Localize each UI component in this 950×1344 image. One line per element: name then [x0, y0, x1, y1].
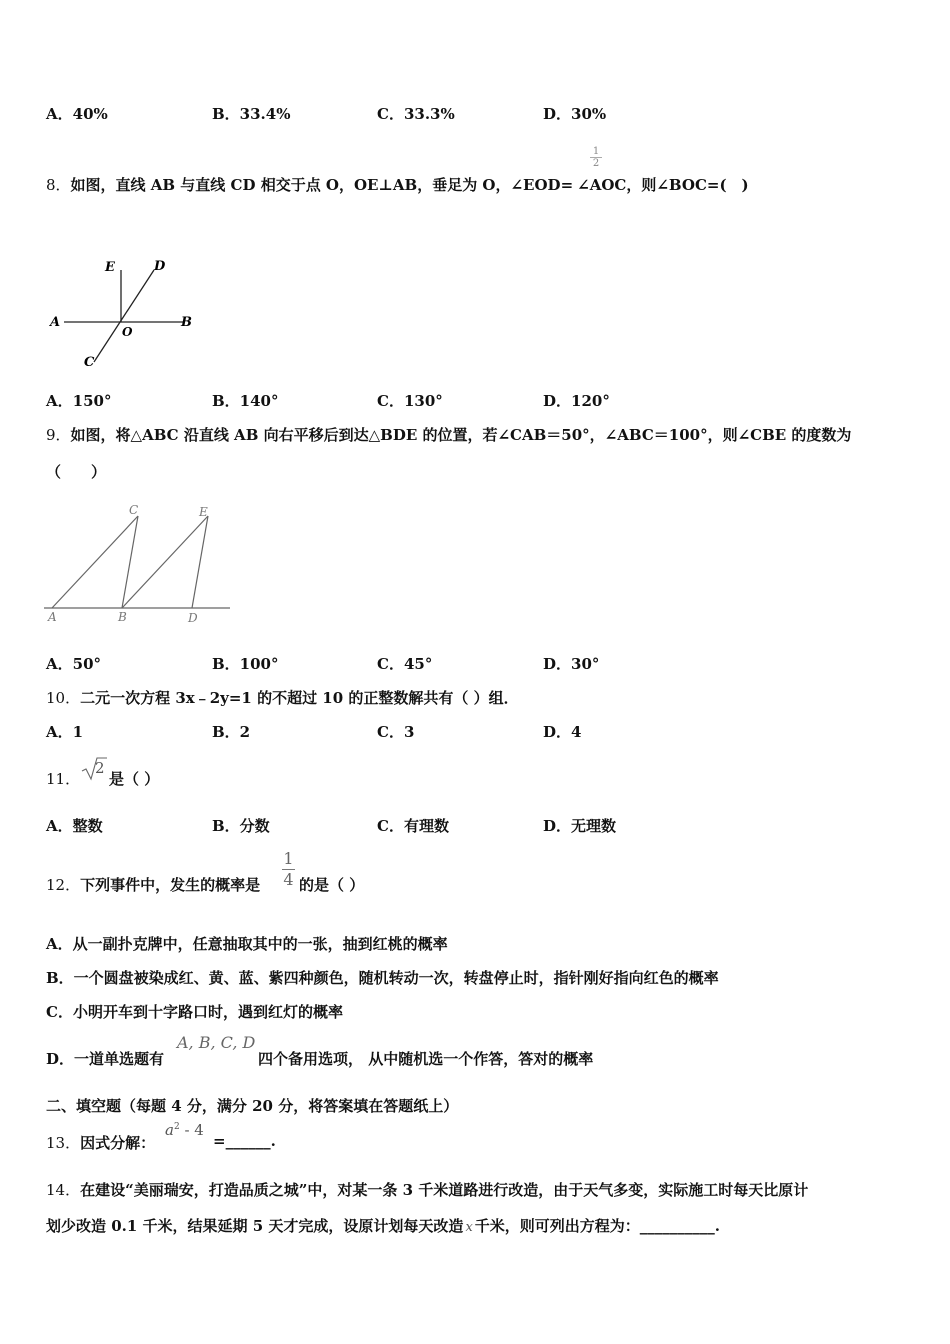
q13-answer-blank[interactable]: =______.	[213, 1132, 276, 1150]
q8-text-after: ∠AOC，则∠BOC=( )	[577, 176, 749, 194]
label-e: E	[199, 505, 208, 519]
q14-text-line2-after: 千米，则可列出方程为：__________.	[474, 1217, 721, 1235]
label-d: D	[154, 259, 166, 274]
q8-text-before: 如图，直线 AB 与直线 CD 相交于点 O，OE⊥AB，垂足为 O，∠EOD=	[70, 176, 574, 194]
section-2-heading: 二、填空题（每题 4 分，满分 20 分，将答案填在答题纸上）	[46, 1097, 459, 1115]
q14-text-line2-before: 划少改造 0.1 千米，结果延期 5 天才完成，设原计划每天改造	[46, 1217, 464, 1235]
label-c: C	[84, 355, 95, 370]
segment-be	[122, 516, 208, 608]
q12-fraction	[282, 849, 295, 890]
q13-text-before: 因式分解：	[80, 1134, 156, 1152]
q12-option-a: A．从一副扑克牌中，任意抽取其中的一张，抽到红桃的概率	[46, 935, 448, 953]
q12-frac-num: 1	[283, 849, 294, 868]
line-cd	[94, 270, 154, 362]
q9-stem-line1	[46, 424, 851, 445]
q12-stem	[46, 874, 260, 895]
q10-text: 二元一次方程 3x﹣2y=1 的不超过 10 的正整数解共有（ ）组．	[80, 689, 519, 707]
label-b: B	[181, 315, 192, 330]
q13-math-rest: - 4	[179, 1121, 204, 1139]
q13-math-base: a	[165, 1121, 174, 1139]
q14-text-line1: 在建设“美丽瑞安，打造品质之城”中，对某一条 3 千米道路进行改造，由于天气多变，实际施工时每天比原计	[80, 1181, 809, 1199]
q12-frac-den: 4	[283, 870, 294, 889]
label-c: C	[129, 503, 139, 517]
q9-option-c: C．45°	[377, 655, 433, 673]
q9-option-d: D．30°	[543, 655, 600, 673]
q10-option-a: A．1	[46, 723, 84, 741]
q9-number: 9．	[46, 426, 71, 444]
q9-option-a: A．50°	[46, 655, 102, 673]
q13-math-exp: 2	[173, 1122, 180, 1132]
q12-option-d-math: A, B, C, D	[177, 1033, 256, 1052]
q8-figure	[44, 256, 204, 371]
q8-option-d: D．120°	[543, 392, 610, 410]
q13-stem	[46, 1132, 155, 1153]
q14-variable: x	[465, 1220, 473, 1235]
q9-text-line2: （ ）	[46, 463, 107, 481]
label-a: A	[50, 315, 61, 330]
q9-text-line1: 如图，将△ABC 沿直线 AB 向右平移后到达△BDE 的位置，若∠CAB＝50°，∠ABC＝100°，则∠CBE 的度数为	[70, 426, 852, 444]
q12-option-d-after: 四个备用选项， 从中随机选一个作答，答对的概率	[258, 1050, 594, 1068]
q9-stem-line2	[46, 461, 106, 482]
q11-option-c: C．有理数	[377, 817, 449, 835]
label-a: A	[48, 610, 57, 624]
q10-number: 10．	[46, 689, 81, 707]
segment-ac	[52, 516, 138, 608]
q8-frac-num: 1	[592, 146, 600, 157]
q8-option-a: A．150°	[46, 392, 112, 410]
q12-option-d-before: D．一道单选题有	[46, 1050, 165, 1068]
q8-number: 8．	[46, 176, 71, 194]
q12-number: 12．	[46, 876, 81, 894]
q13-number: 13．	[46, 1134, 81, 1152]
q11-stem	[46, 768, 80, 789]
label-d: D	[188, 611, 198, 625]
q12-text-after: 的是（ ）	[299, 876, 365, 894]
q10-option-b: B．2	[212, 723, 251, 741]
q8-frac-den: 2	[590, 157, 602, 169]
q14-number: 14．	[46, 1181, 81, 1199]
q7-option-a: A．40%	[46, 105, 108, 123]
q8-option-b: B．140°	[212, 392, 279, 410]
q11-option-b: B．分数	[212, 817, 270, 835]
q9-figure	[42, 500, 234, 630]
label-b: B	[118, 610, 127, 624]
q11-number: 11．	[46, 770, 81, 788]
q7-option-b: B．33.4%	[212, 105, 291, 123]
q7-option-d: D．30%	[543, 105, 607, 123]
label-e: E	[105, 260, 115, 275]
q8-fraction	[590, 146, 602, 169]
q11-option-d: D．无理数	[543, 817, 617, 835]
q8-option-c: C．130°	[377, 392, 443, 410]
q10-option-d: D．4	[543, 723, 582, 741]
q14-line1	[46, 1179, 808, 1200]
q13-math	[165, 1121, 204, 1139]
q11-radicand: 2	[95, 759, 105, 777]
q9-option-b: B．100°	[212, 655, 279, 673]
q14-line2	[46, 1215, 720, 1236]
q8-stem	[46, 174, 749, 195]
q12-option-b: B．一个圆盘被染成红、黄、蓝、紫四种颜色，随机转动一次，转盘停止时，指针刚好指向红色的概率	[46, 969, 719, 987]
q12-option-c: C．小明开车到十字路口时，遇到红灯的概率	[46, 1003, 343, 1021]
label-o: O	[122, 325, 133, 339]
q10-option-c: C．3	[377, 723, 415, 741]
q7-option-c: C．33.3%	[377, 105, 455, 123]
q11-option-a: A．整数	[46, 817, 103, 835]
q10-stem	[46, 687, 519, 708]
q12-text-before: 下列事件中，发生的概率是	[80, 876, 261, 894]
q11-text-after: 是（ ）	[109, 770, 160, 788]
